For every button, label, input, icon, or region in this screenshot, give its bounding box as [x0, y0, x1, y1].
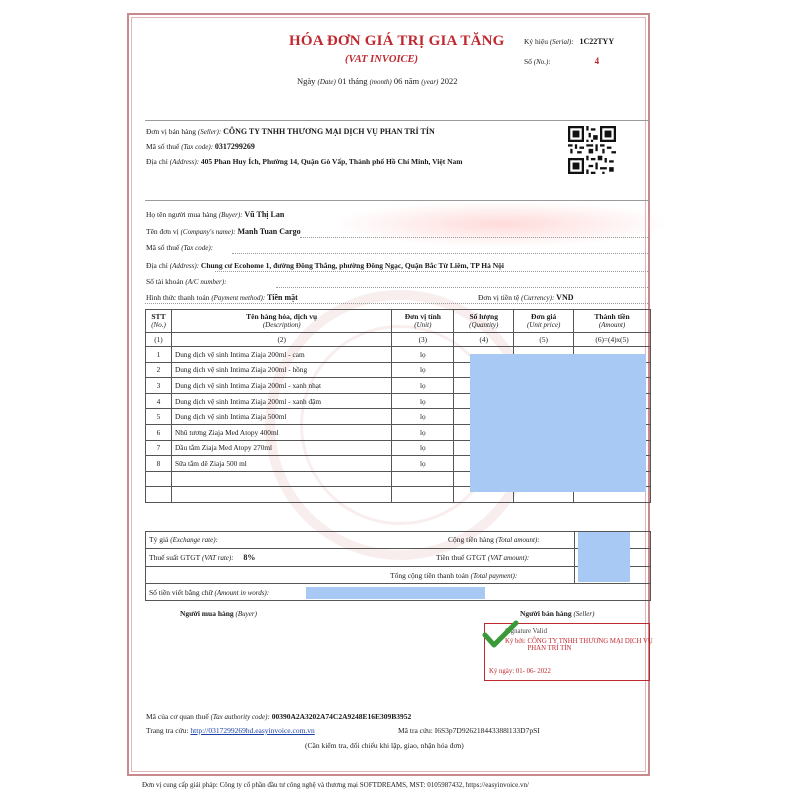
row-unit: lọ	[392, 456, 454, 472]
col-number: (2)	[171, 333, 391, 347]
buyer-company-row: Tên đơn vị (Company's name): Manh Tuan Cargo	[146, 227, 301, 236]
row-no: 5	[146, 409, 172, 425]
vat-amount-row: Tiền thuế GTGT (VAT amount):	[436, 553, 530, 562]
buyer-address-row: Địa chỉ (Address): Chung cư Ecohome 1, đường Đông Thắng, phường Đông Ngạc, Quận Bắc Từ Liêm, TP Hà Nội	[146, 261, 504, 270]
redacted-totals	[578, 532, 630, 582]
amount-in-words-row: Số tiền viết bằng chữ (Amount in words):	[149, 588, 270, 597]
signed-date: Ký ngày: 01- 06- 2022	[489, 668, 551, 675]
tax-authority-code-row: Mã của cơ quan thuế (Tax authority code): 00390A2A3202A74C2A9248E16E309B3952	[146, 712, 412, 721]
row-no: 8	[146, 456, 172, 472]
row-description: Sữa tắm dê Ziaja 500 ml	[171, 456, 391, 472]
invoice-title: HÓA ĐƠN GIÁ TRỊ GIA TĂNG	[289, 33, 505, 49]
row-description: Dầu tắm Ziaja Med Atopy 270ml	[171, 440, 391, 456]
header-unit-price: Đơn giá (Unit price)	[514, 310, 574, 333]
exchange-rate-row: Tỷ giá (Exchange rate):	[149, 535, 218, 544]
header-quantity: Số lượng (Quantity)	[454, 310, 514, 333]
row-unit: lọ	[392, 440, 454, 456]
seller-signature-label: Người bán hàng (Seller)	[520, 609, 595, 618]
col-number: (1)	[146, 333, 172, 347]
footer-provider: Đơn vị cung cấp giải pháp: Công ty cổ phần đầu tư công nghệ và thương mại SOFTDREAMS, MST: 0105987432, https://easyinvoice.vn/	[142, 781, 529, 789]
header-no: STT (No.)	[146, 310, 172, 333]
row-unit: lọ	[392, 347, 454, 363]
payment-method-row: Hình thức thanh toán (Payment method): Tiền mặt	[146, 293, 298, 302]
header-description: Tên hàng hóa, dịch vụ (Description)	[171, 310, 391, 333]
row-no: 4	[146, 393, 172, 409]
redacted-words	[306, 587, 485, 599]
summary-line	[145, 566, 651, 567]
row-unit: lọ	[392, 424, 454, 440]
qr-code-icon	[568, 126, 616, 174]
row-description: Dung dịch vệ sinh Intima Ziaja 200ml - cam	[171, 347, 391, 363]
signed-by: Ký bởi: CÔNG TY TNHH THƯƠNG MẠI DỊCH VỤ PHAN TRÍ TÍN	[505, 638, 653, 652]
seller-address-row: Địa chỉ (Address): 405 Phan Huy Ích, Phường 14, Quận Gò Vấp, Thành phố Hồ Chí Minh, Việt Nam	[146, 157, 463, 166]
col-number: (6)=(4)x(5)	[574, 333, 651, 347]
row-no: 1	[146, 347, 172, 363]
total-payment-row: Tổng cộng tiền thanh toán (Total payment):	[390, 571, 518, 580]
buyer-name-row: Họ tên người mua hàng (Buyer): Vũ Thị Lan	[146, 210, 285, 219]
number-field: Số (No.): 4	[524, 56, 600, 66]
summary-line	[145, 548, 651, 549]
table-header-row	[146, 310, 651, 333]
lookup-page-row: Trang tra cứu: http://0317299269hd.easyinvoice.com.vn	[146, 726, 315, 735]
buyer-signature-label: Người mua hàng (Buyer)	[180, 609, 257, 618]
row-description: Dung dịch vệ sinh Intima Ziaja 200ml - xanh đậm	[171, 393, 391, 409]
lookup-link[interactable]: http://0317299269hd.easyinvoice.com.vn	[190, 726, 315, 735]
seller-name-row: Đơn vị bán hàng (Seller): CÔNG TY TNHH THƯƠNG MẠI DỊCH VỤ PHAN TRÍ TÍN	[146, 127, 435, 136]
currency-row: Đơn vị tiền tệ (Currency): VND	[478, 293, 574, 302]
row-no: 3	[146, 378, 172, 394]
total-amount-row: Cộng tiền hàng (Total amount):	[448, 535, 540, 544]
row-description: Dung dịch vệ sinh Intima Ziaja 200ml - xanh nhạt	[171, 378, 391, 394]
signature-valid-text: Signature Valid	[505, 628, 547, 635]
divider	[145, 120, 650, 121]
lookup-code-row: Mã tra cứu: I6S3p7D926218443388l133D7pSI	[398, 726, 540, 735]
dotted-line	[145, 303, 648, 304]
dotted-line	[232, 253, 648, 254]
buyer-tax-row: Mã số thuế (Tax code):	[146, 243, 214, 252]
summary-line	[145, 583, 651, 584]
row-no: 7	[146, 440, 172, 456]
invoice-date: Ngày (Date) 01 tháng (month) 06 năm (year) 2022	[297, 76, 458, 86]
row-unit: lọ	[392, 393, 454, 409]
col-number: (3)	[392, 333, 454, 347]
column-number-row	[146, 333, 651, 347]
row-no: 2	[146, 362, 172, 378]
dotted-line	[300, 237, 648, 238]
serial-field: Ký hiệu (Serial): 1C22TYY	[524, 37, 615, 46]
checkmark-icon	[480, 620, 520, 650]
divider	[145, 200, 650, 201]
row-description: Dung dịch vệ sinh Intima Ziaja 500ml	[171, 409, 391, 425]
row-unit: lọ	[392, 362, 454, 378]
row-no: 6	[146, 424, 172, 440]
dotted-line	[215, 271, 648, 272]
summary-divider	[574, 531, 575, 583]
vat-rate-row: Thuế suất GTGT (VAT rate): 8%	[149, 553, 256, 562]
redacted-blur	[340, 202, 665, 246]
redacted-values	[470, 354, 646, 492]
row-unit: lọ	[392, 409, 454, 425]
header-unit: Đơn vị tính (Unit)	[392, 310, 454, 333]
invoice-subtitle: (VAT INVOICE)	[345, 54, 419, 65]
row-description: Dung dịch vệ sinh Intima Ziaja 200ml - hồng	[171, 362, 391, 378]
row-unit: lọ	[392, 378, 454, 394]
col-number: (4)	[454, 333, 514, 347]
row-description: Nhũ tương Ziaja Med Atopy 400ml	[171, 424, 391, 440]
dotted-line	[276, 287, 648, 288]
seller-tax-row: Mã số thuế (Tax code): 0317299269	[146, 142, 255, 151]
header-amount: Thành tiền (Amount)	[574, 310, 651, 333]
col-number: (5)	[514, 333, 574, 347]
verification-note: (Cần kiểm tra, đối chiếu khi lập, giao, nhận hóa đơn)	[305, 741, 464, 750]
buyer-account-row: Số tài khoản (A/C number):	[146, 277, 227, 286]
